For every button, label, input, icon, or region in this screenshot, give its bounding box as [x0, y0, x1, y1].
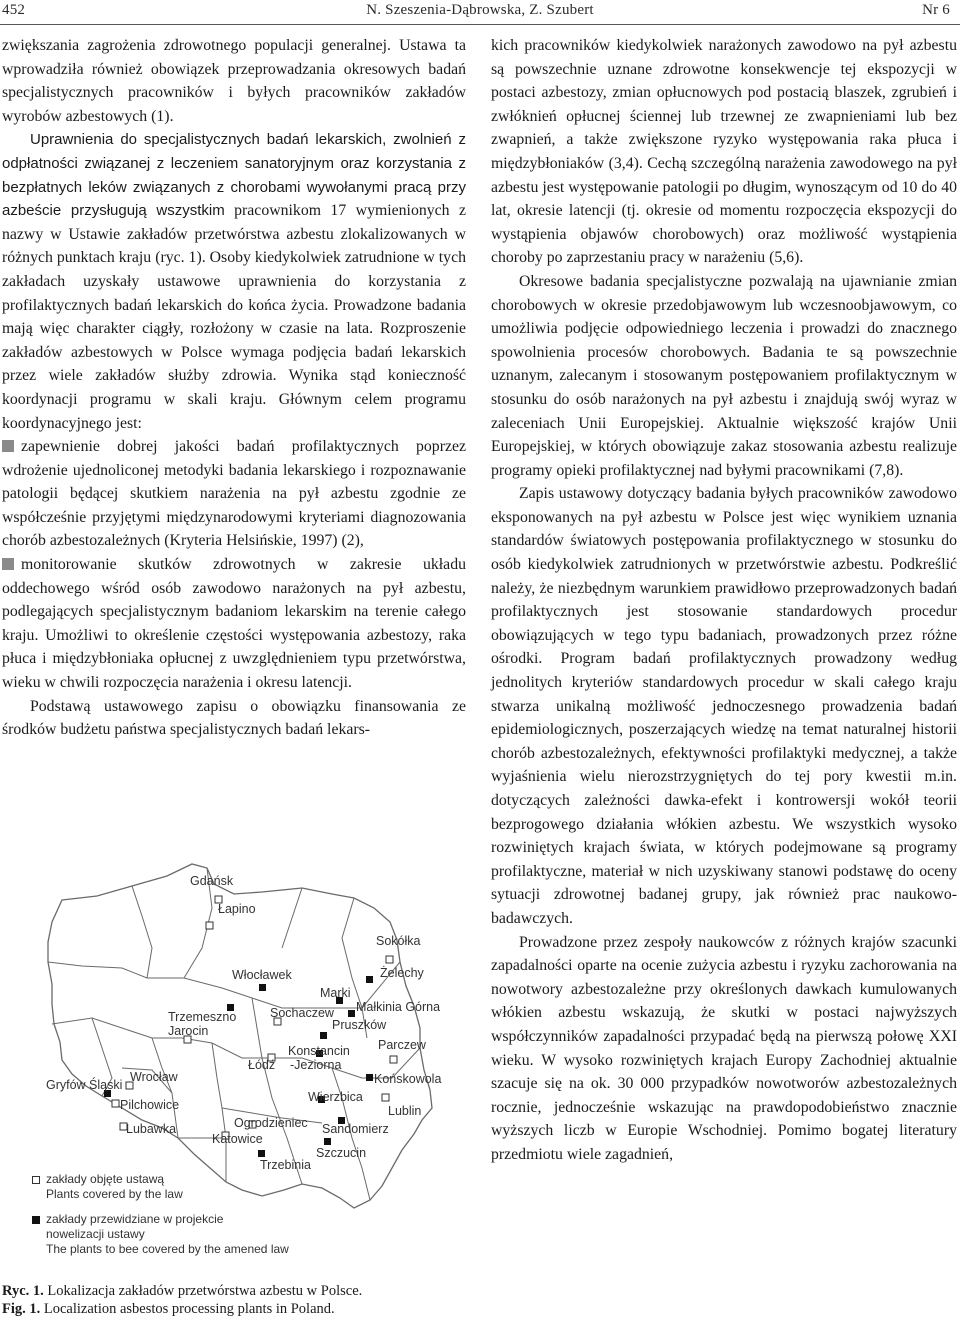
caption-polish-label: Ryc. 1.	[2, 1283, 44, 1299]
caption-polish	[2, 1282, 362, 1300]
plant-marker-zelechy	[366, 976, 373, 983]
city-label-jarocin: Jarocin	[168, 1024, 209, 1038]
square-bullet-icon	[2, 558, 14, 570]
city-label-konstancin: Konstancin	[288, 1044, 350, 1058]
city-label-konskowola: Końskowola	[374, 1072, 442, 1086]
city-label-katowice: Katowice	[212, 1132, 263, 1146]
city-label-trzebinia: Trzebinia	[260, 1158, 311, 1172]
city-label-lapino: Łapino	[218, 902, 256, 916]
plant-marker-parczew	[390, 1056, 397, 1063]
plant-marker-wloclawek	[259, 984, 266, 991]
city-label-jeziorna: -Jeziorna	[290, 1058, 342, 1072]
plant-marker-sokolka	[386, 956, 393, 963]
left-paragraph-2	[2, 128, 466, 435]
running-head-authors: N. Szeszenia-Dąbrowska, Z. Szubert	[366, 2, 594, 18]
city-label-marki: Marki	[320, 986, 351, 1000]
city-label-wloclawek: Włocławek	[232, 968, 292, 982]
header-rule	[0, 24, 960, 25]
city-label-lubawka: Lubawka	[126, 1122, 177, 1136]
right-column	[491, 34, 957, 1167]
left-paragraph-2-sans-part: Uprawnienia do specjalistycznych badań lekarskich, zwolnień z odpłatności związanej z leczeniem sanatoryjnym oraz korzystania z bezpłatnych leków związanych z chorobami wywołanymi pracą przy azbeście przysługują wszystkim	[2, 131, 466, 220]
map-legend	[32, 1172, 289, 1272]
city-label-lublin: Lublin	[388, 1104, 422, 1118]
left-paragraph-3: Podstawą ustawowego zapisu o obowiązku finansowania ze środków budżetu państwa specjalistycznych badań lekars-	[2, 697, 466, 739]
right-paragraph-1: kich pracowników kiedykolwiek narażonych zawodowo na pył azbestu są powszechnie uznane zdrowotne konsekwencje tej ekspozycji w postaci azbestozy, zmian opłucnowych pod postacią blaszek, zgrubień i zwłóknień opłucnej ściennej lub trzewnej ze zwapnieniami lub bez zwapnień, a także zwiększone ryzyko występowania raka płuca i międzybłoniaków (3,4). Cechą szczególną narażenia zawodowego na pył azbestu jest występowanie patologii po długim, wynoszącym od 10 do 40 lat, okresie latencji (tj. okresie od momentu rozpoczęcia ekspozycji do wystąpienia objawów chorobowych) oraz możliwość wystąpienia choroby po zaprzestaniu pracy w narażeniu (5,6).	[491, 37, 957, 267]
right-paragraph-3: Zapis ustawowy dotyczący badania byłych pracowników zawodowo eksponowanych na pył azbestu w Polsce jest więc wynikiem uznania standardów światowych postępowania profilaktycznego w stosunku do osób kiedykolwiek zatrudnionych w przetwórstwie azbestu. Podkreślić należy, że niezbędnym warunkiem prawidłowo przeprowadzonych badań profilaktycznych jest stosowanie standardowych procedur obowiązujących w tego typu badaniach, prowadzonych przez różne ośrodki. Program badań profilaktycznych prowadzony według jednolitych kryteriów standardowych procedur w skali całego kraju stwarza unikalną możliwość jednoczesnego prowadzenia badań epidemiologicznych, poszerzających wiedzę na temat naturalnej historii chorób azbestozależnych, efektywności profilaktyki medycznej, a także wyjaśnienia wielu nierozstrzygniętych do tej pory kwestii m.in. dotyczących zależności dawka-efekt i kontrowersji wokół teorii bezprogowego działania włókien azbestu. We wszystkich wysoko rozwiniętych krajach świata, w których podejmowane są programy profilaktyczne, materiał w nich uzyskiwany stanowi podstawę do oceny sytuacji zdrowotnej badanej grupy, jak również prac naukowo-badawczych.	[491, 485, 957, 927]
caption-polish-text: Lokalizacja zakładów przetwórstwa azbestu w Polsce.	[47, 1283, 363, 1299]
legend-open-square-icon	[32, 1176, 40, 1184]
right-paragraph-4: Prowadzone przez zespoły naukowców z różnych krajów szacunki zapadalności oparte na ocenie zużycia azbestu i ryzyku zachorowania na nowotwory azbestozależne przy określonych dawkach kumulowanych włókien azbestu wskazują, że skutki w postaci najwyższych współczynników zapadalności przypadać będą na pierwszą połowę XXI wieku. W wysoko rozwiniętych krajach Europy Zachodniej aktualnie szacuje się na ok. 30 000 przypadków nowotworów azbestozależnych rocznie, jednocześnie wskazując na prawdopodobieństwo znacznie wyższych liczb w Europie Wschodniej. Pomimo bogatej literatury przedmiotu wiele zagadnień,	[491, 933, 957, 1163]
caption-english-label: Fig. 1.	[2, 1301, 41, 1317]
running-head	[0, 0, 960, 26]
figure-caption	[2, 1282, 362, 1318]
legend-covered-en: Plants covered by the law	[46, 1187, 183, 1201]
city-label-sokolka: Sokółka	[376, 934, 421, 948]
city-label-sandomierz: Sandomierz	[322, 1122, 389, 1136]
city-label-zelechy: Żelechy	[380, 966, 424, 980]
city-label-wierzbica: Wierzbica	[308, 1090, 363, 1104]
figure-map	[2, 838, 466, 1278]
plant-marker-malkinia	[348, 1010, 355, 1017]
bullet-item-2-text: monitorowanie skutków zdrowotnych w zakresie układu oddechowego wśród osób zawodowo narażonych na pył azbestu, podlegających specjalistycznym badaniom lekarskim na terenie całego kraju. Umożliwi to określenie częstości występowania azbestozy, raka płuca i międzybłoniaka opłucnej z uwzględnieniem typu przetwórstwa, wieku w chwili rozpoczęcia narażenia i okresu latencji.	[2, 556, 466, 692]
legend-amended-pl-2: nowelizacji ustawy	[46, 1227, 145, 1241]
city-label-gdansk: Gdańsk	[190, 874, 234, 888]
plant-marker-konskowola	[366, 1074, 373, 1081]
legend-amended-en: The plants to bee covered by the amened law	[46, 1242, 289, 1256]
caption-english-text: Localization asbestos processing plants in Poland.	[43, 1301, 335, 1317]
city-label-lodz: Łódź	[248, 1058, 276, 1072]
bullet-item-1-text: zapewnienie dobrej jakości badań profilaktycznych poprzez wdrożenie ujednoliconej metodyki badania lekarskiego i rozpoznawanie patologii będącej skutkiem narażenia na pył azbestu zgodnie ze współcześnie przyjętymi międzynarodowymi kryteriami diagnozowania chorób azbestozależnych (Kryteria Helsińskie, 1997) (2),	[2, 438, 466, 550]
city-label-wroclaw: Wrocław	[130, 1070, 178, 1084]
city-label-trzemeszno: Trzemeszno	[168, 1010, 237, 1024]
page-number: 452	[2, 2, 26, 18]
city-label-pruszkow: Pruszków	[332, 1018, 387, 1032]
legend-amended-pl-1: zakłady przewidziane w projekcie	[46, 1212, 224, 1226]
plant-marker-szczucin	[324, 1138, 331, 1145]
city-label-parczew: Parczew	[378, 1038, 426, 1052]
city-label-ogrodzieniec: Ogrodzieniec	[234, 1116, 308, 1130]
square-bullet-icon	[2, 440, 14, 452]
plant-marker-lapino	[206, 922, 213, 929]
plant-marker-trzebinia	[258, 1150, 265, 1157]
city-label-pilchowice: Pilchowice	[120, 1098, 180, 1112]
bullet-item-2	[2, 553, 466, 695]
left-column	[2, 34, 466, 742]
legend-covered-pl: zakłady objęte ustawą	[46, 1172, 165, 1186]
city-label-sochaczew: Sochaczew	[270, 1006, 334, 1020]
issue-number: Nr 6	[922, 2, 950, 18]
city-label-szczucin: Szczucin	[316, 1146, 367, 1160]
city-label-gryfow: Gryfów Śląski	[46, 1078, 123, 1092]
left-paragraph-1: zwiększania zagrożenia zdrowotnego populacji generalnej. Ustawa ta wprowadziła również obowiązek przeprowadzania okresowych badań specjalistycznych pracowników i byłych pracowników zakładów wyrobów azbestowych (1).	[2, 37, 466, 125]
left-paragraph-2-serif-part: pracownikom 17 wymienionych z nazwy w Ustawie zakładów przetwórstwa azbestu zlokalizowanych w różnych punktach kraju (ryc. 1). Osoby kiedykolwiek zatrudnione w tych zakładach uzyskały ustawowe uprawnienia do korzystania z profilaktycznych badań lekarskich do końca życia. Prowadzone badania mają więc charakter ciągły, rozłożony w czasie na lata. Rozproszenie zakładów azbestowych w Polsce wymaga podjęcia badań lekarskich przez wiele zakładów służby zdrowia. Wynika stąd konieczność koordynacji programu w skali kraju. Głównym celem programu koordynacyjnego jest:	[2, 202, 466, 432]
plant-marker-lublin	[382, 1094, 389, 1101]
bullet-item-1	[2, 435, 466, 553]
legend-filled-square-icon	[32, 1216, 40, 1224]
city-label-malkinia: Małkinia Górna	[356, 1000, 441, 1014]
right-paragraph-2: Okresowe badania specjalistyczne pozwalają na ujawnianie zmian chorobowych w okresie przedobjawowym lub wczesnoobjawowym, co umożliwia podjęcie odpowiedniego leczenia i prowadzi do znacznego spowolnienia procesów chorobowych. Badania te są powszechnie uznanym, zalecanym i stosowanym postępowaniem profilaktycznym w stosunku do osób narażonych na pył azbestu i znajdują swój wyraz w zaleceniach Unii Europejskiej. Aktualnie większość krajów Unii Europejskiej, w których obowiązuje zakaz stosowania azbestu realizuje programy opieki profilaktycznej nad byłymi pracownikami (7,8).	[491, 272, 957, 479]
caption-english	[2, 1300, 362, 1318]
plant-marker-pilchowice	[112, 1100, 119, 1107]
plant-marker-pruszkow	[320, 1032, 327, 1039]
